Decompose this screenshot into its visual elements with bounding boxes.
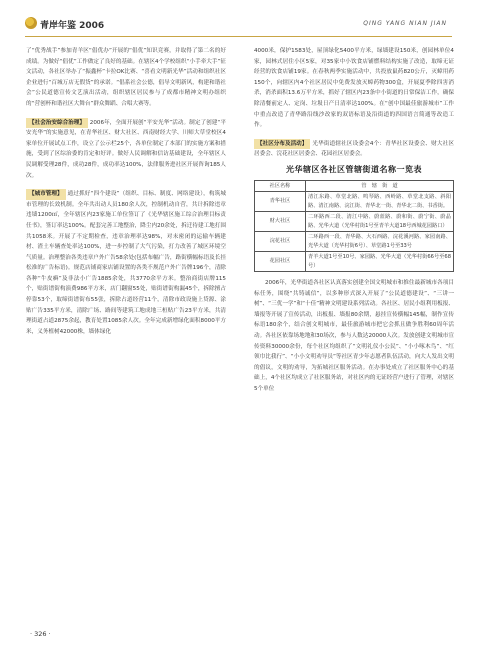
header-roman-title: QING YANG NIAN JIAN <box>363 20 447 27</box>
table-title: 光华辖区各社区管辖街道名称一览表 <box>286 164 422 174</box>
paragraph-intro: 了“优秀战手”参加青羊区“倡优办”开展的“倡优”知识竞赛，并取得了第二名的好成绩。为做好“倡优”工作做定了良好的基础。在辖区4个学校组织“小手牵大手”征文活动，各社区举办了“振鑫杯”卡拉OK比赛、“喜看文明新光华”活动和组织社区企业进行“百城万店无假货”的承诺。“倡系社会公德，倡导文明新风，构建和谐社会”公民道德宣传文艺演出活动，组织辖区居民参与了成都市精神文明办组织的“营创杯和谐社区大舞台”群众舞蹈、合唱大赛等。 <box>26 48 226 107</box>
column-header-community: 社区名称 <box>255 180 306 192</box>
table-row <box>255 192 454 212</box>
community-streets: 二环路西一段、青华路、大石西路、浣花溪河路、家园南路、光华大道（光华村街6号）、草堂路1号至33号 <box>306 232 454 252</box>
section-body: 光华街道辖社区设委会4个：青华社区设委会、财大社区居委会、浣花社区居委会、花园社区居委会。 <box>254 140 455 158</box>
community-streets: 青羊大道1号至10号、家园路、光华大道（光华村街66号至68号） <box>306 252 454 272</box>
section-heading: 【社区分布及活动】 <box>254 139 310 150</box>
right-column <box>254 46 454 399</box>
community-streets-table <box>254 180 454 273</box>
header-title: 青岸年鉴 2006 <box>40 21 105 31</box>
section-heading: 【社会治安综合治理】 <box>26 118 88 129</box>
table-header-row <box>255 180 454 192</box>
community-name: 浣花社区 <box>255 232 306 252</box>
paragraph-continued: 4000米，保护1583处，屋顶绿化5400平方米，绿墙建设150米，创园林单位4家，园林式居住小区5家，对35家中小饮食店铺燃料结构实施了改造，取缔无证经营的饮食店铺19家。在春秋两季实施活动中，共投放鼠药820公斤，灭蟑用药150个，向辖区内4个社区居民中免费发放灭蟑药物300盒，开展夏季除四害消杀，消杀面积13.6万平方米，抓好了辖区内23条中小街道的日常保洁工作，确保除清餐前定人、定岗、垃圾日产日清率达100%。在“创中国最佳旅游城市”工作中重点改造了青华路沿线沙改家的双语标语及沿街道的四国语言简通等改造工作。 <box>254 48 454 129</box>
header-rule <box>25 36 452 37</box>
section-public-security <box>26 118 226 182</box>
column-header-streets: 管 辖 街 道 <box>306 180 454 192</box>
table-row <box>255 252 454 272</box>
section-city-management <box>26 189 226 337</box>
community-streets: 清江东路、草堂北路、鸣琴路、西岭路、草堂北支路、斜阳路、清江南路、浣江街、青华北一街、青华北二街、书香街。 <box>306 192 454 212</box>
table-row <box>255 232 454 252</box>
section-body: 2006年，全面开展创“平安光华”活动。制定了创建“平安光华”的实施意见，在青华社区、财大社区、西南财经大学、川师大草堂校区4家单位开展试点工作，设立了公示栏25个，各单位制定了本部门的实施方案和措施，受到了区综治委的肯定和好评。做好人民调解和信访基础建设，全年辖区人民调解受理28件，成功28件，成功率达100%，法律服务进社区开展咨询185人次。 <box>26 119 226 179</box>
table-row <box>255 212 454 232</box>
left-column <box>26 46 226 340</box>
section-community-distribution <box>254 139 454 160</box>
community-streets: 二环路西二段、清江中路、蔚蓝路、蔚和街、蔚宁街、蔚晶路、光华大道（光华村街1号至青羊大道18号西城花园路口） <box>306 212 454 232</box>
paragraph-community-activities: 2006年，光华街道各社区认真落实创建全国文明城市和推住最新城市各项目标任务，围绕“共铸诚信”，以多种形式深入开展了“公民道德建设”、“三讲一树”、“三优一学”和“十佳”精神文明建设系列活动。各社区、居民小组利用板报、墙报等开展了宣传活动，出板报、墙报80余期，悬挂宣传横幅145幅，制作宣传标语180余个，结合创文明城市，最佳旅游城市把它会抓且做争胜利60周年活动。各社区依靠场地地和30场次，参与人数达20000人次。发放创建文明城市宣传资料30000余份，每个社区均组织了“文明礼仪小公民”、“小小啄木鸟”、“红领巾比我行”、“小小文明劝导员”等社区青少年志愿者队伍活动，向大人发出文明的倡议，文明的劝导，为拓城社区服务活动。在办事处成立了社区服务中心的基础上，4个社区均成立了社区服务站，对社区内的无证经营户进行了管理，对辖区5个单位 <box>254 280 454 392</box>
community-name: 财大社区 <box>255 212 306 232</box>
yearbook-logo-icon <box>25 17 37 29</box>
community-name: 青华社区 <box>255 192 306 212</box>
section-heading: 【城市管理】 <box>26 189 66 200</box>
page-number: · 326 · <box>30 630 51 638</box>
community-name: 花园社区 <box>255 252 306 272</box>
page-header <box>0 0 480 50</box>
section-body: 通过抓好“四个建设”（组织、目标、制度、网络建设），构筑城市管理的长效机制。全年共出动人员180余人次，控制机动自营，共计拆除违章违墙1200㎡，全年辖区内23家施工单位签订了《光华辖区施工综合治理目标责任书》，签订率达100%。配套完善工地整治，降尘内20余处，拆迁待建工地打围共1058米。开展了不定期检查，违章治理率达98%，对未密闭的运输车辆建材、渣土车辆查处率达100%，进一步控制了大气污染，打力改善了城区环境空气质量。治理整治各类违章户外广告58余处(包括布幅广告，路街横幅标语及长挂松准的广告标语)。规范店铺商家店铺设置的各类不规范户外广告牌196个，清除各种“牛皮癣”及非法小广告1885余处，共3770余平方米。整治商街店牌115个，贴街谱街构演费986平方米，店门翻窗55处，贴街谱街构漏45个，拆除擅占停靠53个，取缔街谱街布55张，拆除占道经营11个，清除市政设施上贷源、涂贴广告335平方米，清除广场、路间等建筑工地成地三桓贴广告23平方米，共清理街道占道2875余起，教育处置1085余人次。全年完成新增绿化面积8000平方米，义务植树42000株，墙体绿化 <box>26 191 226 335</box>
